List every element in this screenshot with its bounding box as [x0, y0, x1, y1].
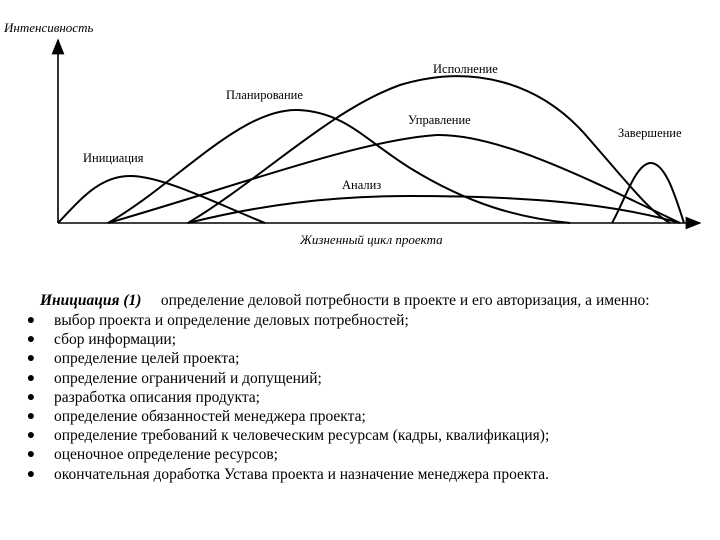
- bullet-icon: ●: [26, 428, 36, 444]
- bullet-icon: ●: [26, 409, 36, 425]
- list-item: [26, 369, 706, 388]
- list-item-text: определение обязанностей менеджера проекта;: [54, 408, 366, 426]
- bullet-icon: ●: [26, 332, 36, 348]
- list-item: [26, 465, 706, 484]
- bullet-icon: ●: [26, 447, 36, 463]
- phase-label-analysis: Анализ: [342, 178, 382, 192]
- list-item-text: оценочное определение ресурсов;: [54, 446, 278, 464]
- phase-label-control: Управление: [408, 113, 471, 127]
- bullet-icon: ●: [26, 389, 36, 405]
- phase-label-planning: Планирование: [226, 88, 303, 102]
- phase-label-closure: Завершение: [618, 126, 682, 140]
- list-item: [26, 445, 706, 464]
- list-item: [26, 349, 706, 368]
- list-item: [26, 330, 706, 349]
- list-item-text: разработка описания продукта;: [54, 388, 260, 406]
- phase-curve-planning: [108, 110, 570, 223]
- y-axis-label: Интенсивность: [4, 20, 94, 35]
- list-item: [26, 311, 706, 330]
- list-item: [26, 388, 706, 407]
- phase-label-execution: Исполнение: [433, 62, 498, 76]
- phase-curve-analysis: [188, 196, 680, 223]
- project-lifecycle-diagram: [0, 0, 720, 260]
- phase-curve-initiation: [58, 176, 265, 223]
- list-item-text: определение требований к человеческим ресурсам (кадры, квалификация);: [54, 427, 550, 445]
- bullet-icon: ●: [26, 466, 36, 482]
- bullet-icon: ●: [26, 351, 36, 367]
- list-item-text: выбор проекта и определение деловых потребностей;: [54, 312, 409, 329]
- definition-term: Инициация (1): [40, 292, 142, 309]
- list-item-text: окончательная доработка Устава проекта и назначение менеджера проекта.: [54, 465, 549, 483]
- phase-label-initiation: Инициация: [83, 151, 144, 165]
- list-item: [26, 407, 706, 426]
- phase-curve-control: [108, 135, 680, 223]
- list-item-text: сбор информации;: [54, 331, 177, 349]
- initiation-description: [26, 290, 706, 484]
- x-axis-label: Жизненный цикл проекта: [300, 232, 443, 247]
- list-item-text: определение целей проекта;: [54, 350, 240, 368]
- bullet-icon: ●: [26, 313, 36, 328]
- definition-text: определение деловой потребности в проекте и его авторизация, а именно:: [160, 292, 650, 309]
- definition-paragraph: [40, 290, 706, 311]
- list-item: [26, 426, 706, 445]
- bullet-icon: ●: [26, 370, 36, 386]
- initiation-steps-list: [26, 311, 706, 484]
- list-item-text: определение ограничений и допущений;: [54, 369, 322, 387]
